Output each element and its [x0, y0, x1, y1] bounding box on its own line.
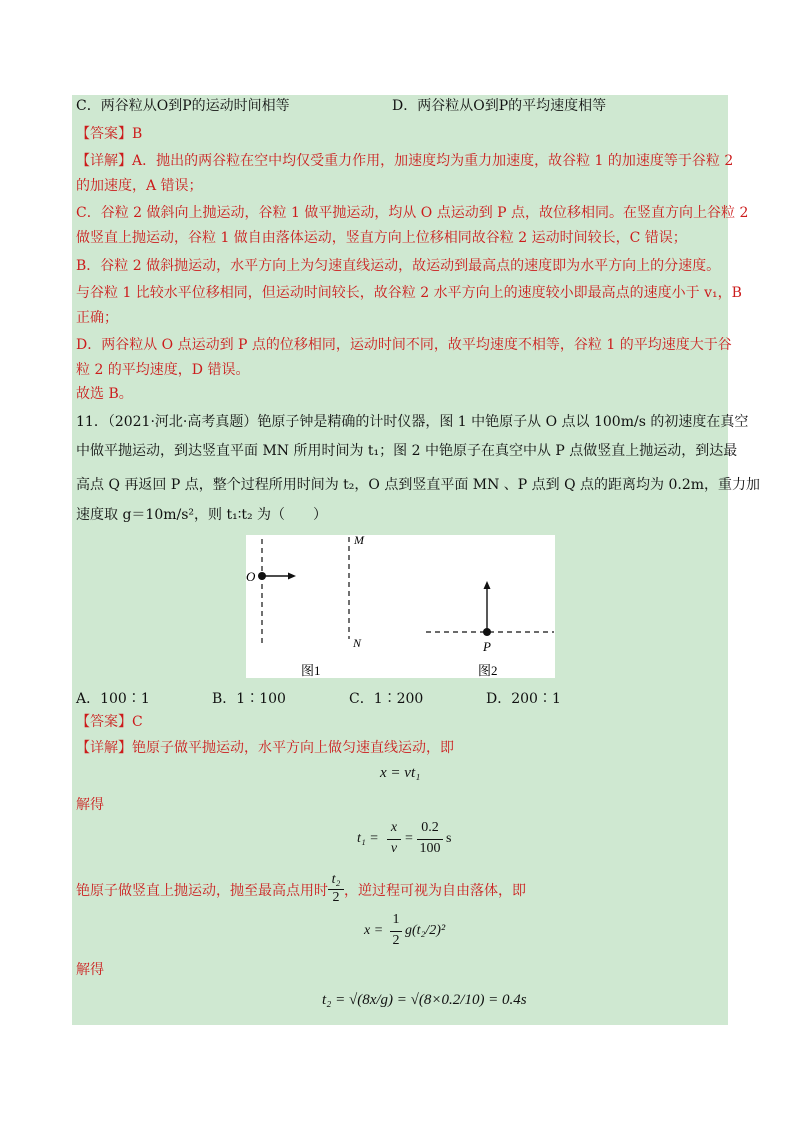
q10-answer: 【答案】B — [76, 126, 143, 142]
q11-stem-line: 中做平抛运动，到达竖直平面 MN 所用时间为 t₁；图 2 中铯原子在真空中从 P 点做竖直上抛运动，到达最 — [76, 443, 738, 459]
q10-detail-line: D．两谷粒从 O 点运动到 P 点的位移相同，运动时间不同，故平均速度不相等，谷粒 1 的平均速度大于谷 — [76, 337, 732, 353]
q11-stem-line: 高点 Q 再返回 P 点，整个过程所用时间为 t₂，O 点到竖直平面 MN 、P 点到 Q 点的距离均为 0.2m，重力加 — [76, 477, 761, 493]
label-p: P — [483, 639, 491, 654]
equation-x-vt1: x = vt₁ — [380, 765, 421, 781]
q11-stem-line: 速度取 g＝10m/s²，则 t₁∶t₂ 为（ ） — [76, 507, 328, 523]
eq2-lhs: t₁ = — [357, 831, 379, 846]
q10-detail-line: 故选 B。 — [76, 386, 133, 402]
equation-t2: t₂ = √(8x/g) = √(8×0.2/10) = 0.4s — [322, 992, 527, 1008]
eq3-lhs: x = — [364, 923, 384, 938]
label-o: O — [246, 569, 256, 584]
figure-diagram — [246, 535, 555, 678]
line2-part-b: ，逆过程可视为自由落体，即 — [344, 883, 526, 899]
q10-detail-line: C．谷粒 2 做斜向上抛运动，谷粒 1 做平抛运动，均从 O 点运动到 P 点，故位移相同。在竖直方向上谷粒 2 — [76, 205, 749, 221]
eq3-den: 2 — [392, 933, 400, 948]
eq2-unit: s — [446, 831, 452, 846]
eq2-num1: x — [390, 820, 398, 835]
q11-detail-line: 【详解】铯原子做平抛运动，水平方向上做匀速直线运动，即 — [76, 740, 454, 756]
q10-detail-line: 与谷粒 1 比较水平位移相同，但运动时间较长，故谷粒 2 水平方向上的速度较小即最高点的速度小于 v₁，B — [76, 285, 742, 301]
q11-option-c: C．1∶200 — [349, 691, 424, 707]
caption-figure2: 图2 — [478, 663, 498, 678]
q10-option-d: D．两谷粒从O到P的平均速度相等 — [392, 98, 607, 114]
eq2-num2: 0.2 — [421, 820, 439, 835]
q10-detail-line: 【详解】A．抛出的两谷粒在空中均仅受重力作用，加速度均为重力加速度，故谷粒 1 的加速度等于谷粒 2 — [76, 153, 734, 169]
label-m: M — [354, 535, 364, 547]
line2-part-a: 铯原子做竖直上抛运动，抛至最高点用时 — [76, 883, 328, 899]
q10-detail-line: B．谷粒 2 做斜抛运动，水平方向上为匀速直线运动，故运动到最高点的速度即为水平方向上的分速度。 — [76, 258, 721, 274]
arrowhead-up — [484, 581, 491, 589]
q11-option-a: A．100∶1 — [76, 691, 150, 707]
q11-stem-line: 11．（2021·河北·高考真题）铯原子钟是精确的计时仪器，图 1 中铯原子从 O 点以 100m/s 的初速度在真空 — [76, 414, 749, 430]
q10-detail-line: 粒 2 的平均速度，D 错误。 — [76, 362, 250, 378]
solve-label-2: 解得 — [76, 962, 104, 978]
caption-figure1: 图1 — [301, 663, 321, 678]
solve-label: 解得 — [76, 797, 104, 813]
frac-t2-den: 2 — [332, 890, 340, 905]
arrowhead-right — [288, 573, 296, 580]
q11-figure — [246, 535, 555, 678]
eq3-num: 1 — [392, 912, 400, 927]
eq3-rest: g(t₂/2)² — [405, 923, 446, 938]
q11-option-b: B．1∶100 — [212, 691, 286, 707]
eq2-den2: 100 — [419, 841, 441, 856]
eq2-den1: v — [390, 841, 398, 856]
q10-detail-line: 做竖直上抛运动，谷粒 1 做自由落体运动，竖直方向上位移相同故谷粒 2 运动时间较长，C 错误； — [76, 230, 687, 246]
frac-t2-num: t₂ — [331, 872, 341, 887]
q10-detail-line: 正确； — [76, 310, 118, 326]
q11-option-d: D．200∶1 — [486, 691, 561, 707]
q10-detail-line: 的加速度，A 错误； — [76, 178, 203, 194]
q11-answer: 【答案】C — [76, 714, 143, 730]
label-n: N — [353, 636, 362, 650]
q10-option-c: C．两谷粒从O到P的运动时间相等 — [76, 98, 290, 114]
